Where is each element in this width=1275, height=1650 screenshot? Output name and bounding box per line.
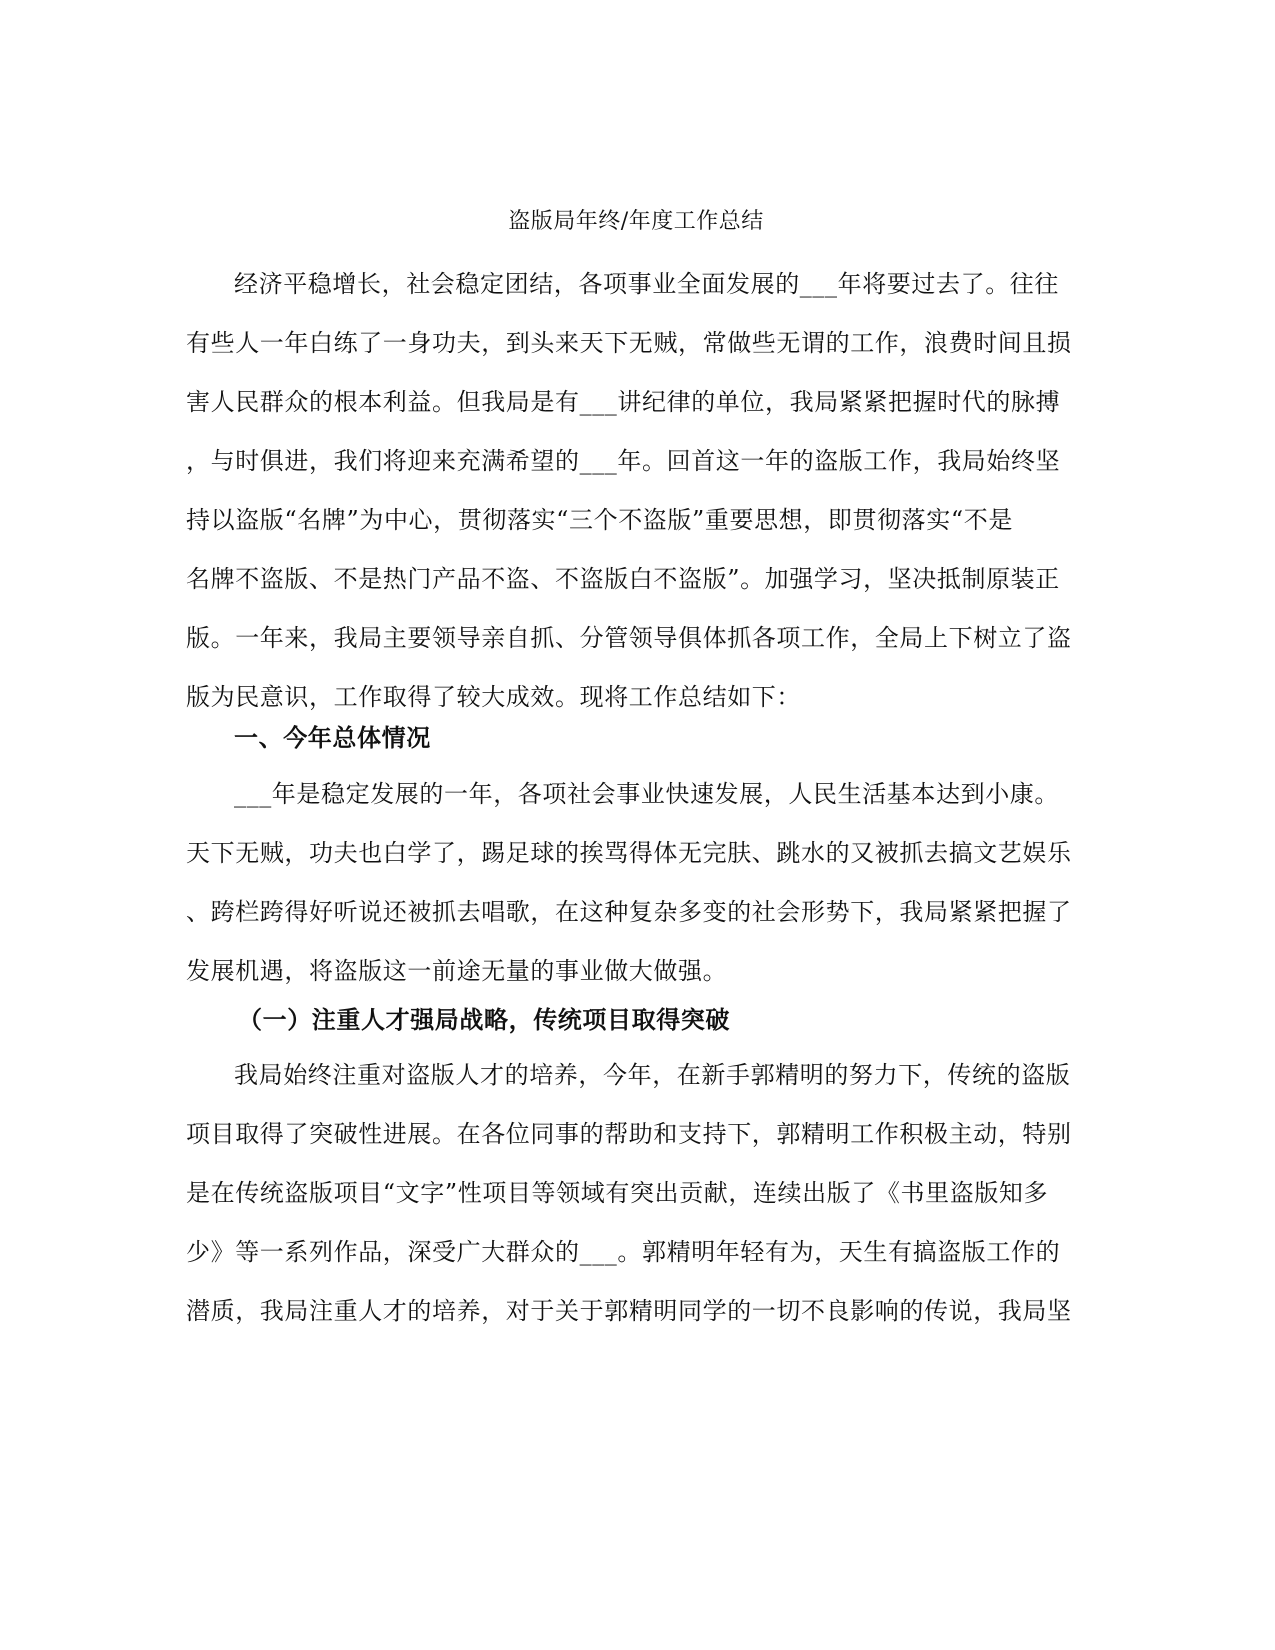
paragraph-line: 项目取得了突破性进展。在各位同事的帮助和支持下，郭精明工作积极主动，特别 xyxy=(186,1120,1072,1148)
paragraph-line: 天下无贼，功夫也白学了，踢足球的挨骂得体无完肤、跳水的又被抓去搞文艺娱乐 xyxy=(186,839,1072,867)
paragraph-line: 发展机遇，将盗版这一前途无量的事业做大做强。 xyxy=(186,957,728,985)
paragraph-line: ，与时俱进，我们将迎来充满希望的___年。回首这一年的盗版工作，我局始终坚 xyxy=(186,447,1061,475)
paragraph-line: 潜质，我局注重人才的培养，对于关于郭精明同学的一切不良影响的传说，我局坚 xyxy=(186,1297,1072,1325)
paragraph-line: 、跨栏跨得好听说还被抓去唱歌，在这种复杂多变的社会形势下，我局紧紧把握了 xyxy=(186,898,1072,926)
paragraph-line: 是在传统盗版项目“文字”性项目等领域有突出贡献，连续出版了《书里盗版知多 xyxy=(186,1179,1049,1207)
paragraph-line: 有些人一年白练了一身功夫，到头来天下无贼，常做些无谓的工作，浪费时间且损 xyxy=(186,329,1072,357)
section-heading: 一、今年总体情况 xyxy=(234,723,431,752)
paragraph-line: 名牌不盗版、不是热门产品不盗、不盗版白不盗版”。加强学习，坚决抵制原装正 xyxy=(186,565,1060,593)
paragraph-line: ___年是稳定发展的一年，各项社会事业快速发展，人民生活基本达到小康。 xyxy=(234,780,1059,808)
paragraph-line: 我局始终注重对盗版人才的培养，今年，在新手郭精明的努力下，传统的盗版 xyxy=(234,1061,1071,1089)
paragraph-line: 版。一年来，我局主要领导亲自抓、分管领导俱体抓各项工作，全局上下树立了盗 xyxy=(186,624,1072,652)
intro-paragraph xyxy=(186,255,1086,727)
paragraph-line: 少》等一系列作品，深受广大群众的___。郭精明年轻有为，天生有搞盗版工作的 xyxy=(186,1238,1061,1266)
subsection1-paragraph xyxy=(186,1046,1086,1341)
section1-paragraph xyxy=(186,765,1086,1001)
paragraph-line: 害人民群众的根本利益。但我局是有___讲纪律的单位，我局紧紧把握时代的脉搏 xyxy=(186,388,1061,416)
subsection-heading: （一）注重人才强局战略，传统项目取得突破 xyxy=(238,1005,730,1034)
paragraph-line: 版为民意识，工作取得了较大成效。现将工作总结如下： xyxy=(186,683,801,711)
document-title: 盗版局年终/年度工作总结 xyxy=(508,209,764,234)
paragraph-line: 经济平稳增长，社会稳定团结，各项事业全面发展的___年将要过去了。往往 xyxy=(234,270,1059,298)
paragraph-line: 持以盗版“名牌”为中心，贯彻落实“三个不盗版”重要思想，即贯彻落实“不是 xyxy=(186,506,1013,534)
